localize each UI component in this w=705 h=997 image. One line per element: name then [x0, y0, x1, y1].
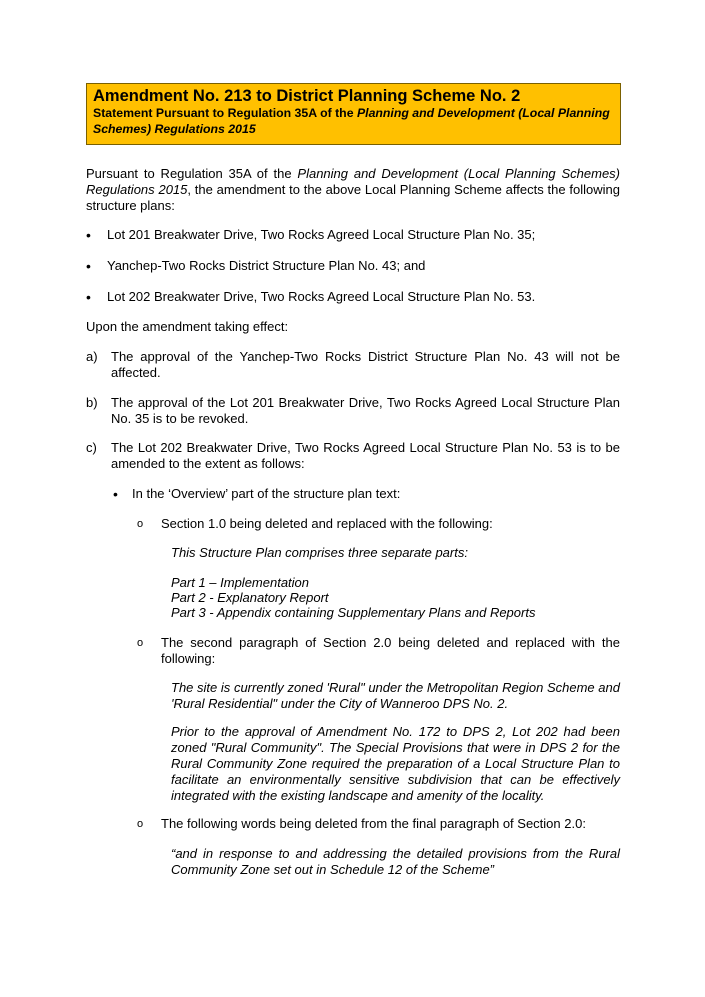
list-marker: a) — [86, 349, 98, 364]
quote-part: Part 3 - Appendix containing Supplementary Plans and Reports — [171, 605, 536, 620]
intro-italic: Planning and Development (Local Planning Schemes) Regulations 2015 — [86, 166, 621, 197]
intro-part2: , the amendment to the above Local Planning Scheme affects the following structure plans: — [86, 182, 620, 213]
quote-intro: This Structure Plan comprises three separate parts: — [171, 545, 468, 560]
bullet-icon: • — [86, 289, 91, 305]
sub-item-3: The following words being deleted from the final paragraph of Section 2.0: — [161, 816, 586, 831]
list-item: The approval of the Yanchep-Two Rocks District Structure Plan No. 43 will not be affected. — [111, 349, 620, 380]
page-title: Amendment No. 213 to District Planning Scheme No. 2 — [93, 87, 521, 105]
circle-bullet-icon: o — [137, 518, 144, 530]
plan-item: Lot 201 Breakwater Drive, Two Rocks Agreed Local Structure Plan No. 35; — [107, 227, 536, 242]
bullet-icon: • — [86, 258, 91, 274]
quote-part: Part 2 - Explanatory Report — [171, 590, 329, 605]
sub-item-1: Section 1.0 being deleted and replaced with the following: — [161, 516, 493, 531]
intro-part1: Pursuant to Regulation 35A of the — [86, 166, 298, 181]
plan-item: Lot 202 Breakwater Drive, Two Rocks Agreed Local Structure Plan No. 53. — [107, 289, 536, 304]
subtitle-italic: Planning and Development (Local Planning Schemes) Regulations 2015 — [93, 106, 610, 136]
list-marker: c) — [86, 440, 97, 455]
quote-paragraph: “and in response to and addressing the detailed provisions from the Rural Community Zone set out in Schedule 12 of the Scheme” — [171, 846, 620, 877]
quote-paragraph: Prior to the approval of Amendment No. 172 to DPS 2, Lot 202 had been zoned "Rural Community". The Special Provisions that were in DPS 2 for the Rural Community Zone required the preparation of a Local Structure Plan to facilitate an environmentally sensitive subdivision that can be effectively integrated with the existing landscape and amenity of the locality. — [171, 724, 620, 803]
plan-item: Yanchep-Two Rocks District Structure Plan No. 43; and — [107, 258, 426, 273]
bullet-icon: • — [86, 227, 91, 243]
quote-part: Part 1 – Implementation — [171, 575, 310, 590]
list-marker: b) — [86, 395, 98, 410]
subtitle-prefix: Statement Pursuant to Regulation 35A of the — [93, 106, 357, 120]
circle-bullet-icon: o — [137, 637, 144, 649]
circle-bullet-icon: o — [137, 818, 144, 830]
sub-item-2: The second paragraph of Section 2.0 being deleted and replaced with the following: — [161, 635, 620, 666]
overview-text: In the ‘Overview’ part of the structure plan text: — [132, 486, 401, 501]
quote-paragraph: The site is currently zoned 'Rural" under the Metropolitan Region Scheme and 'Rural Residential" under the City of Wanneroo DPS No. 2. — [171, 680, 620, 711]
list-item: The approval of the Lot 201 Breakwater Drive, Two Rocks Agreed Local Structure Plan No. 35 is to be revoked. — [111, 395, 620, 426]
title-box — [86, 83, 621, 145]
page-subtitle — [93, 105, 614, 137]
list-item: The Lot 202 Breakwater Drive, Two Rocks Agreed Local Structure Plan No. 53 is to be amended to the extent as follows: — [111, 440, 620, 471]
intro-paragraph — [86, 166, 620, 214]
upon-text: Upon the amendment taking effect: — [86, 319, 289, 334]
bullet-icon: • — [113, 486, 118, 502]
